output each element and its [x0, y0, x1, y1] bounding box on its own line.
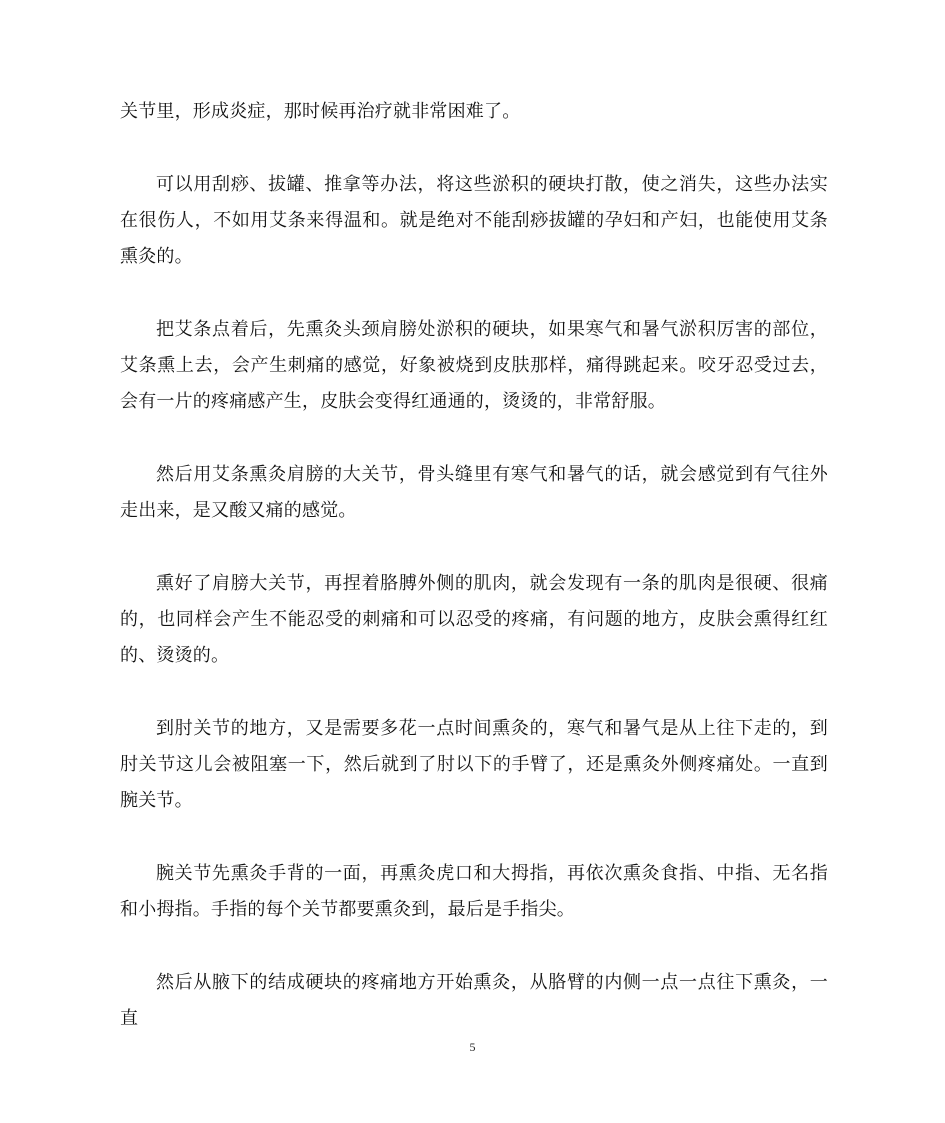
document-body — [120, 94, 828, 1037]
paragraph-4: 然后用艾条熏灸肩膀的大关节，骨头缝里有寒气和暑气的话，就会感觉到有气往外走出来，是又酸又痛的感觉。 — [120, 464, 828, 521]
paragraph-1: 关节里，形成炎症，那时候再治疗就非常困难了。 — [120, 101, 521, 122]
paragraph-2: 可以用刮痧、拔罐、推拿等办法，将这些淤积的硬块打散，使之消失，这些办法实在很伤人，不如用艾条来得温和。就是绝对不能刮痧拔罐的孕妇和产妇，也能使用艾条熏灸的。 — [120, 174, 828, 267]
page-number: 5 — [469, 1040, 476, 1054]
paragraph-6: 到肘关节的地方，又是需要多花一点时间熏灸的，寒气和暑气是从上往下走的，到肘关节这儿会被阻塞一下，然后就到了肘以下的手臂了，还是熏灸外侧疼痛处。一直到腕关节。 — [120, 718, 828, 811]
paragraph-3: 把艾条点着后，先熏灸头颈肩膀处淤积的硬块，如果寒气和暑气淤积厉害的部位，艾条熏上去，会产生刺痛的感觉，好象被烧到皮肤那样，痛得跳起来。咬牙忍受过去，会有一片的疼痛感产生，皮肤会变得红通通的，烫烫的，非常舒服。 — [120, 319, 828, 412]
paragraph-8: 然后从腋下的结成硬块的疼痛地方开始熏灸，从胳臂的内侧一点一点往下熏灸，一直 — [120, 972, 828, 1029]
paragraph-5: 熏好了肩膀大关节，再捏着胳膊外侧的肌肉，就会发现有一条的肌肉是很硬、很痛的，也同样会产生不能忍受的刺痛和可以忍受的疼痛，有问题的地方，皮肤会熏得红红的、烫烫的。 — [120, 573, 828, 666]
paragraph-7: 腕关节先熏灸手背的一面，再熏灸虎口和大拇指，再依次熏灸食指、中指、无名指和小拇指。手指的每个关节都要熏灸到，最后是手指尖。 — [120, 863, 828, 920]
